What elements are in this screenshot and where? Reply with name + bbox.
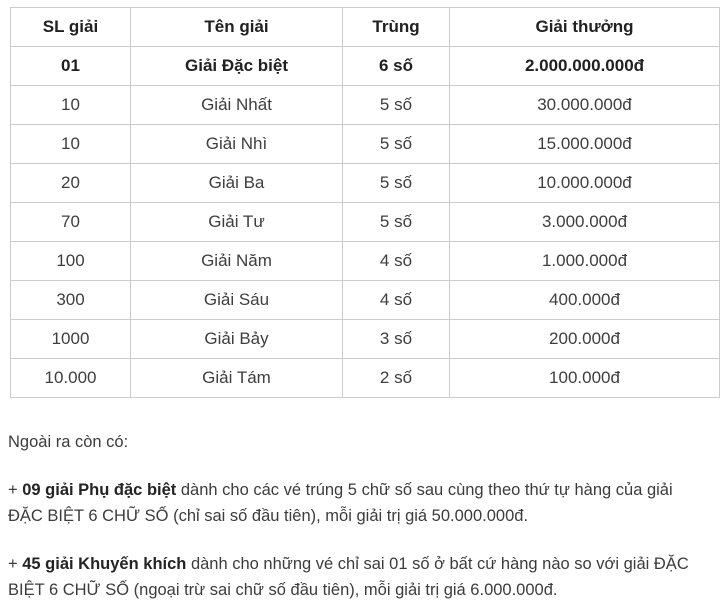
cell-ten-giai: Giải Bảy [131, 320, 343, 359]
header-sl-giai: SL giải [11, 8, 131, 47]
note-prefix: + [8, 555, 23, 573]
cell-giai-thuong: 2.000.000.000đ [450, 47, 720, 86]
header-ten-giai: Tên giải [131, 8, 343, 47]
table-row [11, 164, 720, 203]
cell-trung: 6 số [343, 47, 450, 86]
cell-giai-thuong: 3.000.000đ [450, 203, 720, 242]
cell-ten-giai: Giải Nhì [131, 125, 343, 164]
header-row [11, 8, 720, 47]
cell-giai-thuong: 1.000.000đ [450, 242, 720, 281]
table-row [11, 47, 720, 86]
cell-ten-giai: Giải Đặc biệt [131, 47, 343, 86]
cell-sl-giai: 70 [11, 203, 131, 242]
cell-sl-giai: 300 [11, 281, 131, 320]
table-row [11, 359, 720, 398]
note-text: dành cho những vé chỉ sai 01 số ở bất cứ hàng nào so với giải ĐẶC BIỆT 6 CHỮ SỐ (ngoại trừ sai chữ số đầu tiên), mỗi giải trị giá 6.000.000đ. [8, 555, 689, 599]
note-text: dành cho các vé trúng 5 chữ số sau cùng theo thứ tự hàng của giải ĐẶC BIỆT 6 CHỮ SỐ (chỉ sai số đầu tiên), mỗi giải trị giá 50.000.000đ. [8, 481, 673, 525]
prize-table-header [11, 8, 720, 47]
note-item [8, 477, 710, 529]
cell-sl-giai: 1000 [11, 320, 131, 359]
cell-ten-giai: Giải Nhất [131, 86, 343, 125]
prize-table [10, 7, 720, 398]
notes-list [8, 477, 710, 603]
notes-section [8, 429, 710, 603]
cell-giai-thuong: 100.000đ [450, 359, 720, 398]
cell-giai-thuong: 15.000.000đ [450, 125, 720, 164]
table-row [11, 242, 720, 281]
cell-ten-giai: Giải Tư [131, 203, 343, 242]
header-trung: Trùng [343, 8, 450, 47]
cell-sl-giai: 20 [11, 164, 131, 203]
notes-intro: Ngoài ra còn có: [8, 433, 129, 451]
table-row [11, 125, 720, 164]
cell-sl-giai: 10 [11, 86, 131, 125]
cell-ten-giai: Giải Tám [131, 359, 343, 398]
cell-trung: 3 số [343, 320, 450, 359]
cell-trung: 5 số [343, 164, 450, 203]
table-row [11, 320, 720, 359]
table-row [11, 86, 720, 125]
note-bold-label: 09 giải Phụ đặc biệt [22, 481, 177, 499]
cell-ten-giai: Giải Ba [131, 164, 343, 203]
cell-ten-giai: Giải Sáu [131, 281, 343, 320]
cell-trung: 4 số [343, 242, 450, 281]
cell-trung: 5 số [343, 125, 450, 164]
cell-sl-giai: 100 [11, 242, 131, 281]
cell-trung: 4 số [343, 281, 450, 320]
note-prefix: + [8, 481, 23, 499]
cell-giai-thuong: 10.000.000đ [450, 164, 720, 203]
cell-sl-giai: 10 [11, 125, 131, 164]
cell-sl-giai: 10.000 [11, 359, 131, 398]
table-row [11, 281, 720, 320]
cell-trung: 5 số [343, 86, 450, 125]
note-bold-label: 45 giải Khuyến khích [22, 555, 187, 573]
cell-ten-giai: Giải Năm [131, 242, 343, 281]
cell-giai-thuong: 200.000đ [450, 320, 720, 359]
cell-giai-thuong: 400.000đ [450, 281, 720, 320]
prize-table-body [11, 47, 720, 398]
cell-sl-giai: 01 [11, 47, 131, 86]
header-giai-thuong: Giải thưởng [450, 8, 720, 47]
table-row [11, 203, 720, 242]
cell-trung: 2 số [343, 359, 450, 398]
cell-trung: 5 số [343, 203, 450, 242]
note-item [8, 551, 710, 603]
cell-giai-thuong: 30.000.000đ [450, 86, 720, 125]
